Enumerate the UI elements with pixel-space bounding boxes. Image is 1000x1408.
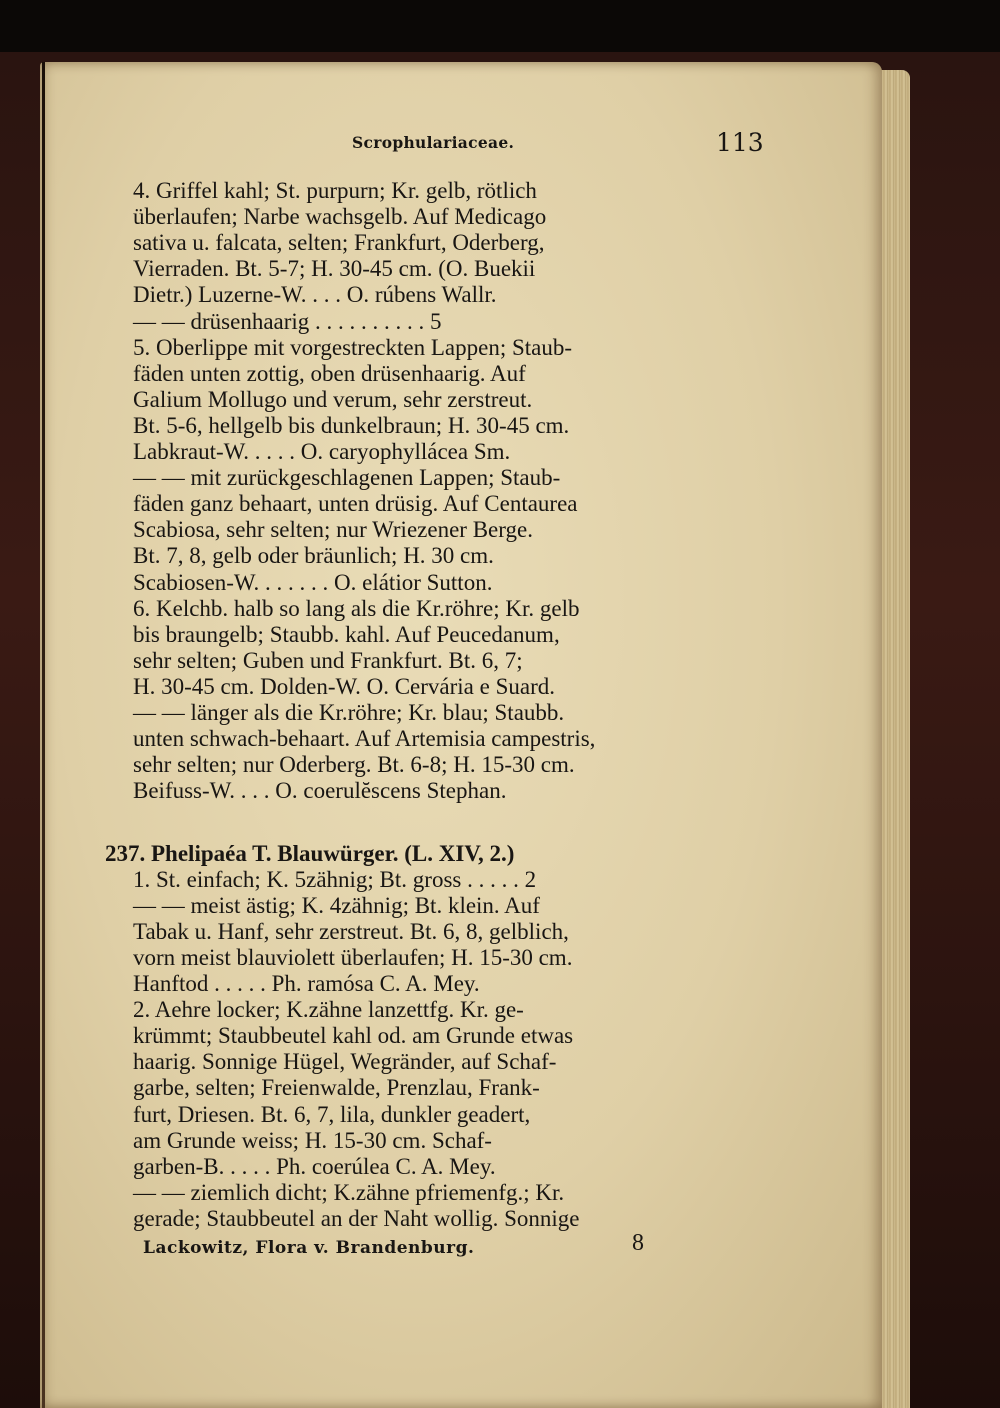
text-line: Scabiosa, sehr selten; nur Wriezener Berge.	[133, 517, 533, 543]
text-line: Vierraden. Bt. 5-7; H. 30-45 cm. (O. Buekii	[133, 256, 536, 282]
text-line: fäden ganz behaart, unten drüsig. Auf Centaurea	[133, 491, 578, 517]
text-line: 2. Aehre locker; K.zähne lanzettfg. Kr. ge-	[133, 997, 524, 1023]
text-line: Galium Mollugo und verum, sehr zerstreut.	[133, 386, 533, 412]
footer-signature: Lackowitz, Flora v. Brandenburg.	[143, 1238, 475, 1258]
page-number: 113	[716, 128, 764, 157]
text-line: — — meist ästig; K. 4zähnig; Bt. klein. Auf	[133, 892, 540, 918]
text-line: — — mit zurückgeschlagenen Lappen; Staub-	[133, 465, 561, 491]
text-line: garbe, selten; Freienwalde, Prenzlau, Frank-	[133, 1075, 540, 1101]
text-line: 6. Kelchb. halb so lang als die Kr.röhre; Kr. gelb	[133, 595, 580, 621]
text-line: — — drüsenhaarig . . . . . . . . . . 5	[133, 308, 442, 334]
text-line: gerade; Staubbeutel an der Naht wollig. Sonnige	[133, 1205, 580, 1231]
footer-sheet-number: 8	[632, 1230, 644, 1256]
text-line: Bt. 7, 8, gelb oder bräunlich; H. 30 cm.	[133, 543, 494, 569]
text-line: — — länger als die Kr.röhre; Kr. blau; Staubb.	[133, 700, 565, 725]
text-line: bis braungelb; Staubb. kahl. Auf Peucedanum,	[133, 621, 560, 647]
text-line: vorn meist blauviolett überlaufen; H. 15-30 cm.	[133, 944, 573, 970]
text-line: Scabiosen-W. . . . . . . O. elátior Sutton.	[133, 569, 493, 595]
text-line: haarig. Sonnige Hügel, Wegränder, auf Schaf-	[133, 1049, 557, 1075]
text-line: Beifuss-W. . . . O. coerulĕscens Stephan.	[133, 778, 507, 804]
text-line: am Grunde weiss; H. 15-30 cm. Schaf-	[133, 1127, 492, 1153]
text-line: Dietr.) Luzerne-W. . . . O. rúbens Wallr.	[133, 282, 497, 308]
text-line: Bt. 5-6, hellgelb bis dunkelbraun; H. 30-45 cm.	[133, 412, 570, 438]
text-line: furt, Driesen. Bt. 6, 7, lila, dunkler geadert,	[133, 1101, 531, 1127]
running-header: Scrophulariaceae.	[352, 133, 515, 152]
text-line: sativa u. falcata, selten; Frankfurt, Oderberg,	[133, 230, 545, 256]
text-line: sehr selten; Guben und Frankfurt. Bt. 6, 7;	[133, 647, 523, 673]
text-line: H. 30-45 cm. Dolden-W. O. Cervária e Suard.	[133, 673, 555, 699]
text-line: überlaufen; Narbe wachsgelb. Auf Medicago	[133, 204, 547, 230]
text-line: krümmt; Staubbeutel kahl od. am Grunde etwas	[133, 1023, 574, 1049]
text-line: fäden unten zottig, oben drüsenhaarig. Auf	[133, 360, 526, 386]
text-line: Labkraut-W. . . . . O. caryophyllácea Sm.	[133, 439, 511, 464]
text-line: sehr selten; nur Oderberg. Bt. 6-8; H. 15-30 cm.	[133, 752, 575, 778]
text-line: — — ziemlich dicht; K.zähne pfriemenfg.; Kr.	[133, 1179, 565, 1205]
text-line: unten schwach-behaart. Auf Artemisia campestris,	[133, 726, 596, 752]
text-line: Tabak u. Hanf, sehr zerstreut. Bt. 6, 8, gelblich,	[133, 918, 569, 944]
text-line: garben-B. . . . . Ph. coerúlea C. A. Mey.	[133, 1153, 496, 1179]
text-line: 5. Oberlippe mit vorgestreckten Lappen; Staub-	[133, 334, 573, 360]
text-line: 4. Griffel kahl; St. purpurn; Kr. gelb, rötlich	[133, 178, 537, 203]
text-line: Hanftod . . . . . Ph. ramósa C. A. Mey.	[133, 971, 480, 996]
text-line: 237. Phelipaéa T. Blauwürger. (L. XIV, 2.)	[105, 840, 515, 866]
text-line: 1. St. einfach; K. 5zähnig; Bt. gross . . . . . 2	[133, 866, 537, 892]
